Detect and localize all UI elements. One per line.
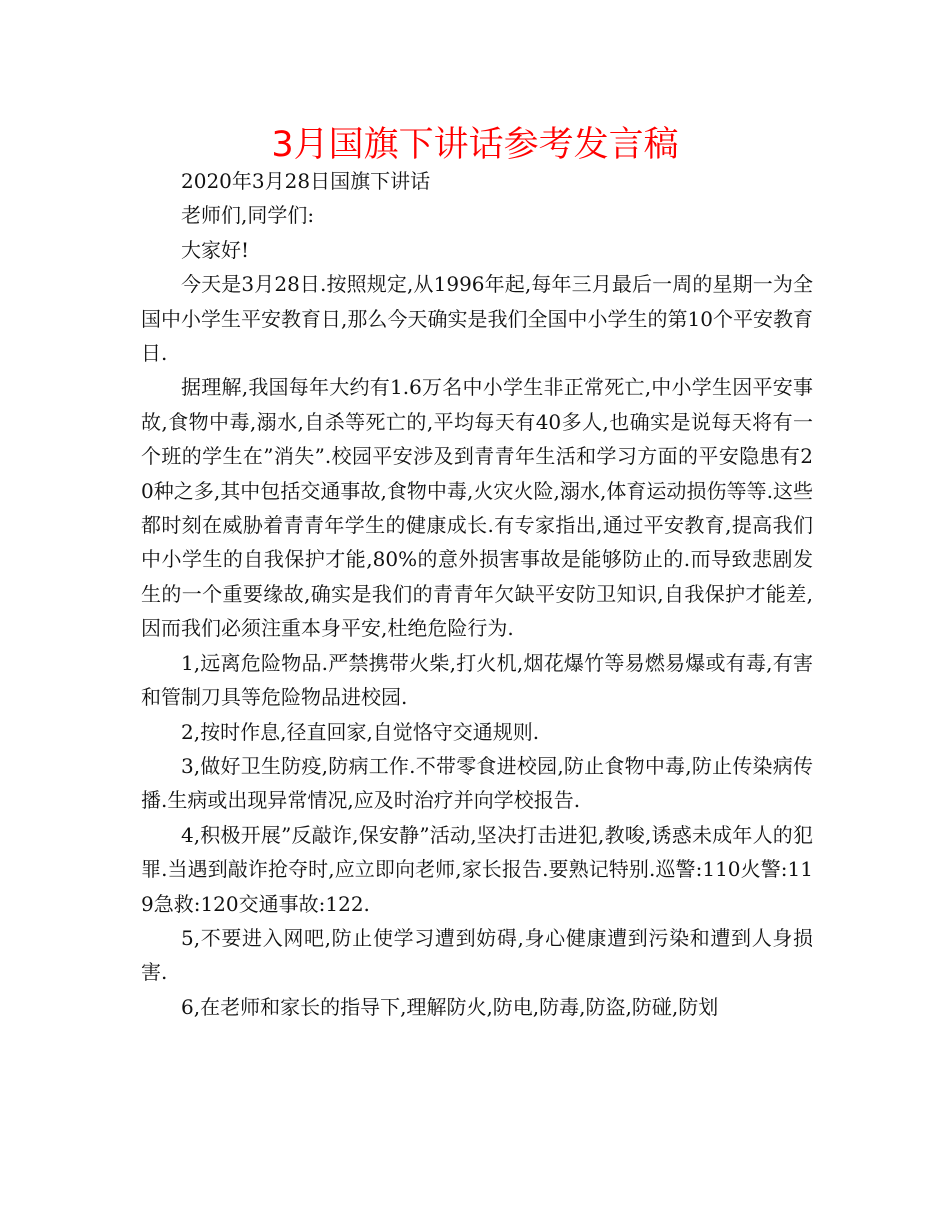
greeting: 大家好! (181, 237, 250, 262)
list-item-5: 5,不要进入网吧,防止使学习遭到妨碍,身心健康遭到污染和遭到人身损害. (141, 925, 813, 985)
document-title: 3月国旗下讲话参考发言稿 (271, 125, 679, 165)
date-line: 2020年3月28日国旗下讲话 (181, 169, 431, 193)
list-item-3: 3,做好卫生防疫,防病工作.不带零食进校园,防止食物中毒,防止传染病传播.生病或出现异常情况,应及时治疗并向学校报告. (141, 753, 813, 813)
list-item-4: 4,积极开展”反敲诈,保安静”活动,坚决打击进犯,教唆,诱惑未成年人的犯罪.当遇到敲诈抢夺时,应立即向老师,家长报告.要熟记特别.巡警:110火警:119急救:120交通事故:122. (141, 822, 813, 916)
paragraph-statistics: 据理解,我国每年大约有1.6万名中小学生非正常死亡,中小学生因平安事故,食物中毒,溺水,自杀等死亡的,平均每天有40多人,也确实是说每天将有一个班的学生在”消失”.校园平安涉及到青青年生活和学习方面的平安隐患有20种之多,其中包括交通事故,食物中毒,火灾火险,溺水,体育运动损伤等等.这些都时刻在威胁着青青年学生的健康成长.有专家指出,通过平安教育,提高我们中小学生的自我保护才能,80%的意外损害事故是能够防止的.而导致悲剧发生的一个重要缘故,确实是我们的青青年欠缺平安防卫知识,自我保护才能差,因而我们必须注重本身平安,杜绝危险行为. (141, 375, 813, 641)
list-item-2: 2,按时作息,径直回家,自觉恪守交通规则. (181, 719, 540, 744)
document-body (141, 164, 813, 1024)
paragraph-intro: 今天是3月28日.按照规定,从1996年起,每年三月最后一周的星期一为全国中小学生平安教育日,那么今天确实是我们全国中小学生的第10个平安教育日. (141, 272, 813, 366)
list-item-1: 1,远离危险物品.严禁携带火柴,打火机,烟花爆竹等易燃易爆或有毒,有害和管制刀具等危险物品进校园. (141, 650, 813, 710)
list-item-6: 6,在老师和家长的指导下,理解防火,防电,防毒,防盗,防碰,防划 (181, 994, 719, 1019)
salutation: 老师们,同学们: (181, 203, 315, 228)
